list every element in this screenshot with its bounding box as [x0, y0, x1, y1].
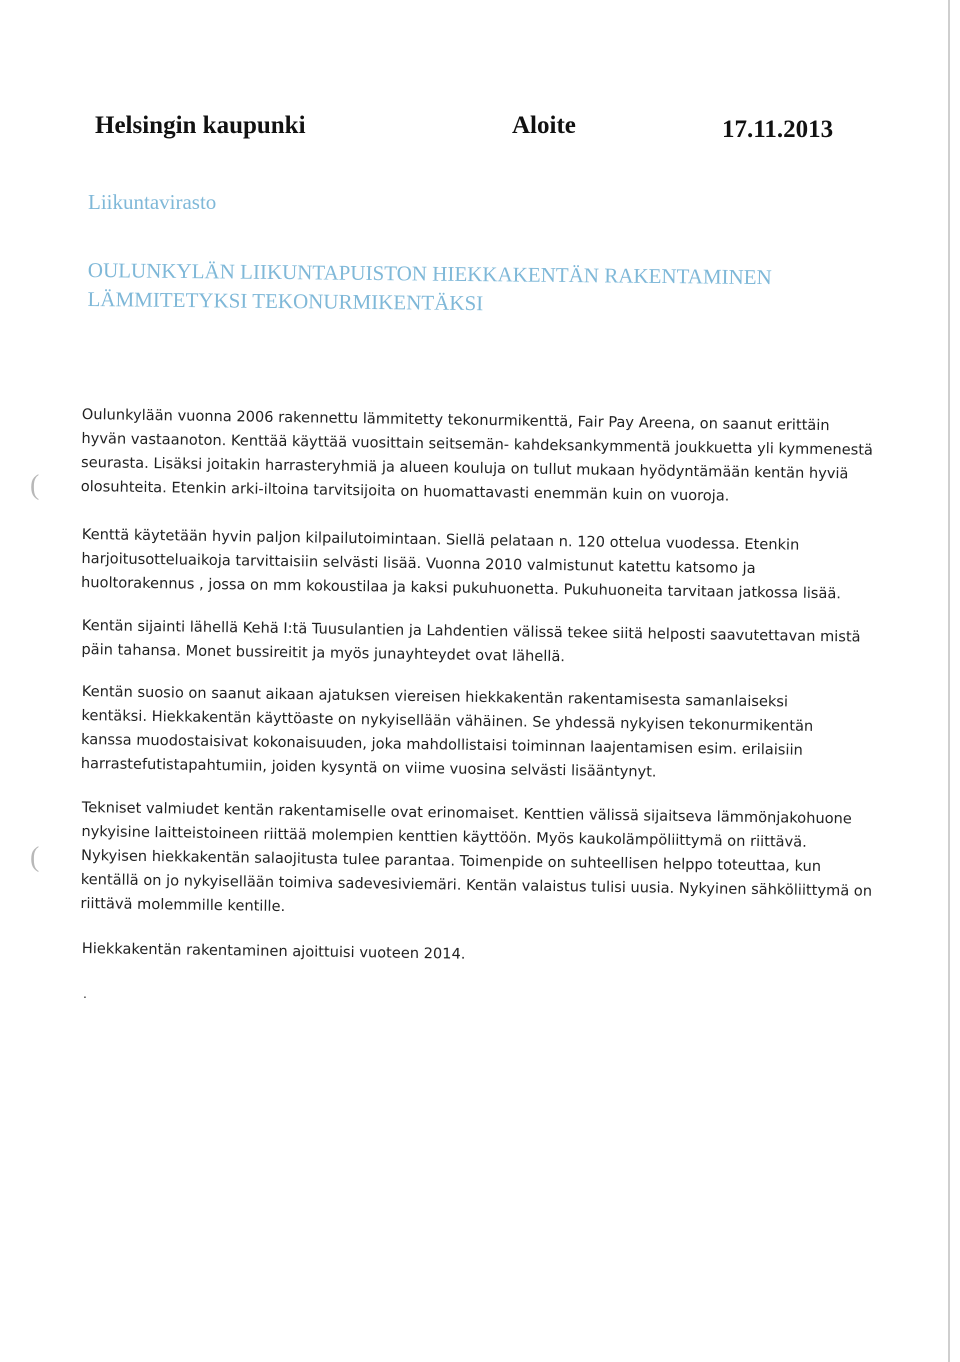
text-line: kentäksi. Hiekkakentän käyttöaste on nykyisellään vähäinen. Se yhdessä nykyisen tekonurmikentän	[81, 706, 814, 735]
department-name: Liikuntavirasto	[88, 190, 217, 214]
paragraph-proposal	[81, 680, 862, 788]
scan-edge-line	[948, 0, 950, 1362]
margin-punch-mark: (	[30, 470, 40, 501]
text-line: seurasta. Lisäksi joitakin harrasteryhmiä ja alueen kouluja on tullut mukaan hyödyntämään kentän hyviä	[80, 453, 849, 483]
text-line: riittävä molemmille kentille.	[80, 894, 286, 916]
header-document-type: Aloite	[512, 112, 576, 139]
paragraph-competitions	[81, 523, 862, 607]
text-line: Tekniset valmiudet kentän rakentamiselle ovat erinomaiset. Kenttien välissä sijaitseva lämmönjakohuone	[81, 798, 852, 828]
title-line: LÄMMITETYKSI TEKONURMIKENTÄKSI	[87, 286, 484, 316]
text-line: Nykyisen hiekkakentän salaojitusta tulee parantaa. Toimenpide on suhteellisen helppo toteuttaa, kun	[80, 846, 822, 875]
text-line: huoltorakennus , jossa on mm kokoustilaa ja kaksi pukuhuonetta. Pukuhuoneita tarvitaan jatkossa lisää.	[80, 573, 842, 603]
text-line: hyvän vastaanoton. Kenttää käyttää vuosittain seitsemän- kahdeksankymmentä joukkuetta yli kymmenestä	[81, 429, 874, 459]
text-line: Kentän sijainti lähellä Kehä I:tä Tuusulantien ja Lahdentien välissä tekee siitä helposti saavutettavan mistä	[81, 616, 861, 646]
text-line: nykyisine laitteistoineen riittää molempien kenttien käyttöön. Myös kaukolämpöliittymä on riittävä.	[81, 822, 807, 851]
text-line: Oulunkylään vuonna 2006 rakennettu lämmitetty tekonurmikenttä, Fair Pay Areena, on saanut erittäin	[81, 405, 830, 435]
text-line: Kenttä käytetään hyvin paljon kilpailutoimintaan. Siellä pelataan n. 120 ottelua vuodessa. Etenkin	[81, 525, 800, 554]
text-line: harjoitusotteluaikoja tarvittaisiin selvästi lisää. Vuonna 2010 valmistunut katettu katsomo ja	[81, 549, 756, 577]
trailing-mark: .	[83, 985, 87, 1001]
text-line: harrastefutistapahtumiin, joiden kysyntä on viime vuosina selvästi lisääntynyt.	[80, 754, 657, 781]
title-line: OULUNKYLÄN LIIKUNTAPUISTON HIEKKAKENTÄN RAKENTAMINEN	[87, 257, 772, 290]
paragraph-usage	[80, 403, 874, 511]
text-line: olosuhteita. Etenkin arki-iltoina tarvitsijoita on huomattavasti enemmän kuin on vuoroja.	[80, 477, 730, 505]
margin-punch-mark: (	[30, 842, 40, 873]
text-line: kanssa muodostaisivat kokonaisuuden, joka mahdollistaisi toiminnan laajentamisen esim. erilaisiin	[80, 730, 803, 759]
paragraph-schedule	[82, 937, 862, 973]
text-line: Kentän suosio on saanut aikaan ajatuksen viereisen hiekkakentän rakentamisesta samanlaiseksi	[81, 682, 789, 711]
header-organization: Helsingin kaupunki	[95, 112, 306, 139]
text-line: kentällä on jo nykyisellään toimiva sadevesiviemäri. Kentän valaistus tulisi uusia. Nykyinen sähköliittymä on	[80, 870, 873, 900]
document-title	[87, 256, 771, 321]
header-date: 17.11.2013	[722, 116, 834, 143]
text-line: Hiekkakentän rakentaminen ajoittuisi vuoteen 2014.	[81, 939, 466, 963]
paragraph-technical	[80, 796, 873, 928]
text-line: päin tahansa. Monet bussireitit ja myös junayhteydet ovat lähellä.	[81, 640, 566, 666]
paragraph-location	[81, 614, 862, 674]
